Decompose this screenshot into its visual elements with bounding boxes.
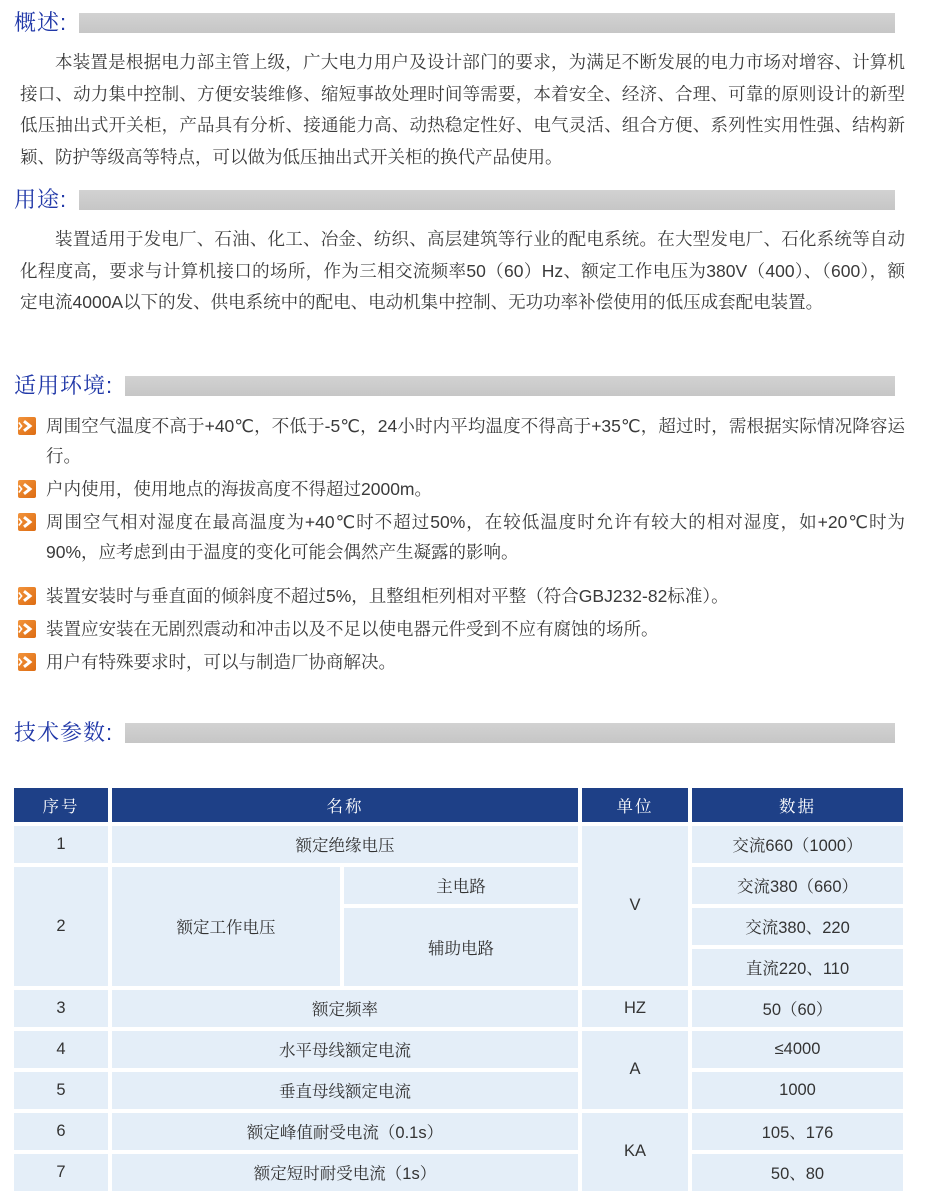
column-header-data: 数据: [692, 788, 903, 822]
cell-data: 直流220、110: [692, 949, 903, 986]
cell-data: 50（60）: [692, 990, 903, 1027]
column-header-no: 序号: [14, 788, 108, 822]
section-heading-overview: [14, 10, 905, 36]
cell-name: 额定短时耐受电流（1s）: [112, 1154, 578, 1191]
chevron-right-icon: [18, 480, 36, 498]
section-title-environment: 适用环境:: [14, 372, 114, 398]
heading-bar: [125, 723, 895, 743]
cell-name: 水平母线额定电流: [112, 1031, 578, 1068]
cell-no: 2: [14, 867, 108, 986]
section-heading-usage: [14, 187, 905, 213]
heading-bar: [125, 376, 895, 396]
section-environment: [14, 373, 905, 677]
cell-subname: 辅助电路: [344, 908, 578, 986]
bullet-text: 用户有特殊要求时，可以与制造厂协商解决。: [46, 651, 396, 672]
cell-data: 交流380（660）: [692, 867, 903, 904]
cell-no: 4: [14, 1031, 108, 1068]
bullet-text: 户内使用，使用地点的海拔高度不得超过2000m。: [46, 478, 433, 499]
section-title-usage: 用途:: [14, 187, 68, 212]
cell-unit: A: [582, 1031, 688, 1109]
cell-data: 105、176: [692, 1113, 903, 1150]
table-row: [14, 1072, 903, 1109]
usage-paragraph: 装置适用于发电厂、石油、化工、冶金、纺织、高层建筑等行业的配电系统。在大型发电厂、石化系统等自动化程度高，要求与计算机接口的场所，作为三相交流频率50（60）Hz、额定工作电压为380V（400）、（600），额定电流4000A以下的发、供电系统中的配电、电动机集中控制、无功功率补偿使用的低压成套配电装置。: [20, 229, 905, 312]
section-parameters: [14, 720, 905, 1195]
cell-name: 额定绝缘电压: [112, 826, 578, 863]
chevron-right-icon: [18, 653, 36, 671]
chevron-right-icon: [18, 587, 36, 605]
environment-bullet-list: [18, 411, 905, 677]
bullet-text: 装置安装时与垂直面的倾斜度不超过5%，且整组柜列相对平整（符合GBJ232-82标准）。: [46, 585, 729, 606]
section-heading-parameters: [14, 720, 905, 746]
section-overview: [14, 10, 905, 173]
bullet-text: 周围空气相对湿度在最高温度为+40℃时不超过50%，在较低温度时允许有较大的相对湿度，如+20℃时为90%，应考虑到由于温度的变化可能会偶然产生凝露的影响。: [46, 511, 905, 562]
list-item: [18, 411, 905, 471]
cell-no: 6: [14, 1113, 108, 1150]
spacer: [14, 680, 905, 720]
heading-bar: [79, 190, 895, 210]
chevron-right-icon: [18, 620, 36, 638]
column-header-unit: 单位: [582, 788, 688, 822]
cell-unit: KA: [582, 1113, 688, 1191]
overview-paragraph: 本装置是根据电力部主管上级，广大电力用户及设计部门的要求，为满足不断发展的电力市场对增容、计算机接口、动力集中控制、方便安装维修、缩短事故处理时间等需要，本着安全、经济、合理、可靠的原则设计的新型低压抽出式开关柜，产品具有分析、接通能力高、动热稳定性好、电气灵活、组合方便、系列性实用性强、结构新颖、防护等级高等特点，可以做为低压抽出式开关柜的换代产品使用。: [20, 52, 905, 167]
table-row: [14, 1154, 903, 1191]
cell-name: 垂直母线额定电流: [112, 1072, 578, 1109]
parameters-table: [10, 784, 907, 1195]
cell-data: 交流380、220: [692, 908, 903, 945]
table-row: [14, 1031, 903, 1068]
bullet-text: 装置应安装在无剧烈震动和冲击以及不足以使电器元件受到不应有腐蚀的场所。: [46, 618, 659, 639]
list-item: [18, 474, 905, 504]
cell-no: 3: [14, 990, 108, 1027]
cell-subname: 主电路: [344, 867, 578, 904]
cell-data: 50、80: [692, 1154, 903, 1191]
cell-unit: HZ: [582, 990, 688, 1027]
chevron-right-icon: [18, 417, 36, 435]
list-item: [18, 507, 905, 567]
table-row: [14, 1113, 903, 1150]
table-row: [14, 990, 903, 1027]
cell-name: 额定峰值耐受电流（0.1s）: [112, 1113, 578, 1150]
cell-no: 1: [14, 826, 108, 863]
table-row: [14, 867, 903, 904]
column-header-name: 名称: [112, 788, 578, 822]
spacer: [14, 319, 905, 373]
table-header-row: [14, 788, 903, 822]
chevron-right-icon: [18, 513, 36, 531]
heading-bar: [79, 13, 895, 33]
cell-data: 1000: [692, 1072, 903, 1109]
section-usage: [14, 187, 905, 319]
spacer: [14, 173, 905, 187]
cell-unit: V: [582, 826, 688, 986]
cell-no: 7: [14, 1154, 108, 1191]
list-item: [18, 581, 905, 611]
list-item: [18, 647, 905, 677]
list-item: [18, 614, 905, 644]
bullet-text: 周围空气温度不高于+40℃，不低于-5℃，24小时内平均温度不得高于+35℃，超过时，需根据实际情况降容运行。: [46, 415, 905, 466]
cell-name: 额定工作电压: [112, 867, 340, 986]
cell-data: ≤4000: [692, 1031, 903, 1068]
cell-name: 额定频率: [112, 990, 578, 1027]
section-title-overview: 概述:: [14, 10, 68, 35]
cell-no: 5: [14, 1072, 108, 1109]
section-heading-environment: [14, 373, 905, 399]
section-title-parameters: 技术参数:: [14, 719, 114, 745]
table-row: [14, 826, 903, 863]
cell-data: 交流660（1000）: [692, 826, 903, 863]
